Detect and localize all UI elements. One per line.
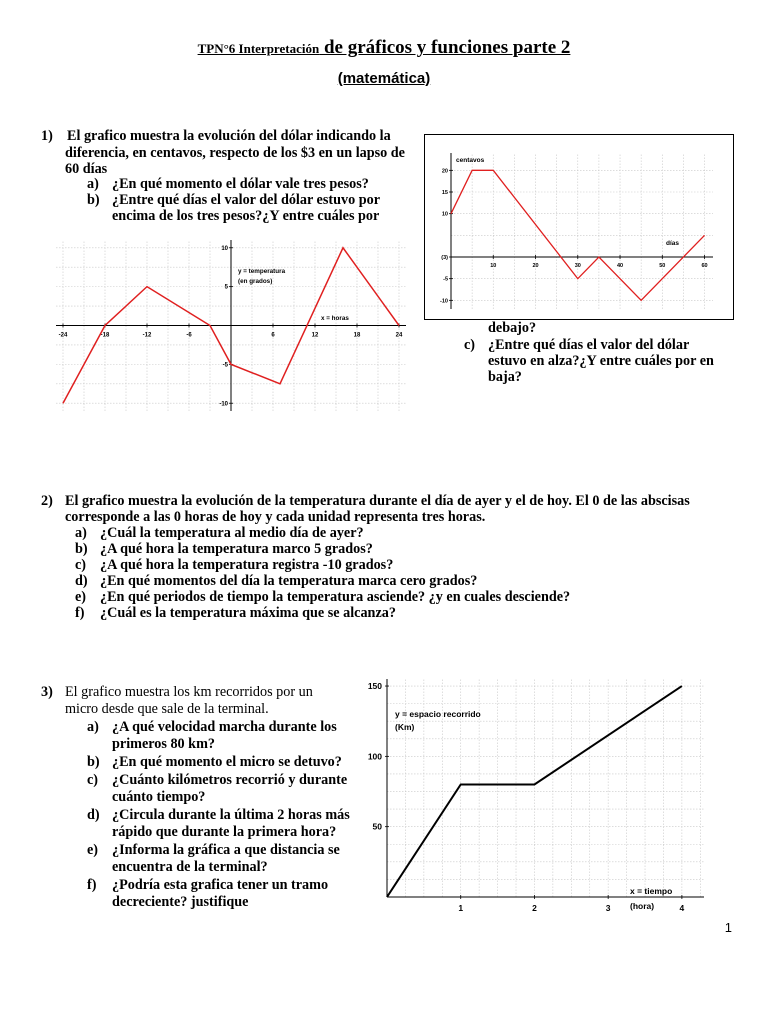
title-main: de gráficos y funciones parte 2 [319,37,571,58]
q3-d-text: ¿Circula durante la última 2 horas más [112,807,350,823]
x-tick-label: 4 [679,903,685,913]
item-label: f) [87,877,97,893]
q3-b-text: ¿En qué momento el micro se detuvo? [112,754,342,770]
q3-c-text: ¿Cuánto kilómetros recorrió y durante [112,772,348,788]
x-tick-label: 1 [458,903,464,913]
question-number: 3) [41,684,53,700]
y-tick-label: 10 [441,211,448,218]
x-tick-label: 40 [616,263,624,269]
y-tick-label: -5 [222,362,228,369]
bus-distance-chart [362,674,708,922]
y-tick-label: -5 [443,276,448,283]
x-tick-label: 60 [701,263,708,269]
dollar-chart [424,134,734,320]
item-label: b) [87,192,100,208]
q2-item-text: ¿A qué hora la temperatura marco 5 grados? [100,541,373,557]
item-label: c) [464,337,476,353]
q3-a-text: primeros 80 km? [112,736,215,752]
q1-line2: diferencia, en centavos, respecto de los $3 en un lapso de [65,145,405,161]
question-number: 2) [41,493,53,509]
q1-b-text: encima de los tres pesos?¿Y entre cuáles por [112,208,380,224]
q3-line1: El grafico muestra los km recorridos por un [65,684,313,700]
x-tick-label: 3 [605,903,611,913]
x-tick-label: -24 [58,332,68,339]
bus-ylabel: y = espacio recorrido [395,709,481,719]
q2-item-text: ¿Cuál la temperatura al medio día de ayer? [100,525,364,541]
q2-item-text: ¿En qué momentos del día la temperatura marca cero grados? [100,573,478,589]
q3-d-text: rápido que durante la primera hora? [112,824,337,840]
item-label: b) [87,754,100,770]
y-tick-label: 5 [224,284,228,291]
item-label: a) [87,719,99,735]
q1-line3: 60 días [65,161,108,177]
q1-c-text: ¿Entre qué días el valor del dólar [488,337,690,353]
dollar-ylabel: centavos [456,157,485,164]
q3-f-text: ¿Podría esta grafica tener un tramo [112,877,329,893]
x-tick-label: 50 [659,263,666,269]
q1-a-text: ¿En qué momento el dólar vale tres pesos? [112,176,369,192]
x-tick-label: 2 [532,903,537,913]
x-tick-label: -6 [186,332,192,339]
temperature-ylabel: y = temperatura [238,268,286,275]
y-tick-label: 150 [367,681,382,692]
q2-item-text: ¿A qué hora la temperatura registra -10 grados? [100,557,394,573]
y-tick-label: 15 [441,189,448,196]
question-number: 1) [41,128,53,144]
q2-item-text: ¿En qué periodos de tiempo la temperatura asciende? ¿y en cuales desciende? [100,589,571,605]
temperature-xlabel: x = horas [321,315,349,322]
y-tick-label: 100 [367,751,382,762]
temperature-chart [50,238,410,414]
x-tick-label: 12 [311,332,319,339]
q3-e-text: encuentra de la terminal? [112,859,268,875]
item-label: c) [87,772,99,788]
q1-c-text: estuvo en alza?¿Y entre cuáles por en [488,353,714,369]
temperature-ylabel-unit: (en grados) [238,278,273,285]
x-tick-label: 20 [532,263,539,269]
bus-xlabel-unit: (hora) [630,901,655,911]
q2-line1: El grafico muestra la evolución de la temperatura durante el día de ayer y el de hoy. El 0 de las abscisas [65,493,690,509]
page-title [0,37,768,59]
q1-line1: El grafico muestra la evolución del dólar indicando la [67,128,391,144]
item-label: b) [75,541,88,557]
x-tick-label: 10 [490,263,497,269]
bus-xlabel: x = tiempo [630,886,673,896]
y-tick-label: 20 [441,168,448,175]
q1-b-text: ¿Entre qué días el valor del dólar estuvo por [112,192,381,208]
item-label: d) [87,807,100,823]
q2-line2: corresponde a las 0 horas de hoy y cada unidad representa tres horas. [65,509,486,525]
item-label: e) [87,842,99,858]
q2-item-text: ¿Cuál es la temperatura máxima que se alcanza? [100,605,396,621]
q3-a-text: ¿A qué velocidad marcha durante los [112,719,337,735]
x-tick-label: 24 [395,332,403,339]
x-tick-label: -12 [142,332,152,339]
title-prefix: TPN°6 Interpretación [197,41,320,56]
y-tick-label: 10 [221,245,228,252]
q1-b-text: debajo? [488,320,537,336]
item-label: e) [75,589,87,605]
q1-c-text: baja? [488,369,522,385]
q3-e-text: ¿Informa la gráfica a que distancia se [112,842,340,858]
x-tick-label: -18 [100,332,110,339]
page-number: 1 [724,920,732,935]
x-tick-label: 30 [574,263,581,269]
item-label: d) [75,573,88,589]
q3-line2: micro desde que sale de la terminal. [65,701,269,717]
y-tick-label: (3) [441,254,448,261]
x-tick-label: 18 [353,332,361,339]
item-label: c) [75,557,87,573]
item-label: a) [75,525,87,541]
y-tick-label: 50 [372,821,382,832]
y-tick-label: -10 [219,401,228,408]
page-subtitle: (matemática) [337,70,431,87]
bus-ylabel-unit: (Km) [395,722,415,732]
dollar-xlabel: días [666,240,680,247]
item-label: a) [87,176,99,192]
q3-c-text: cuánto tiempo? [112,789,206,805]
item-label: f) [75,605,85,621]
q3-f-text: decreciente? justifique [112,894,249,910]
y-tick-label: -10 [440,298,448,305]
x-tick-label: 6 [271,332,275,339]
